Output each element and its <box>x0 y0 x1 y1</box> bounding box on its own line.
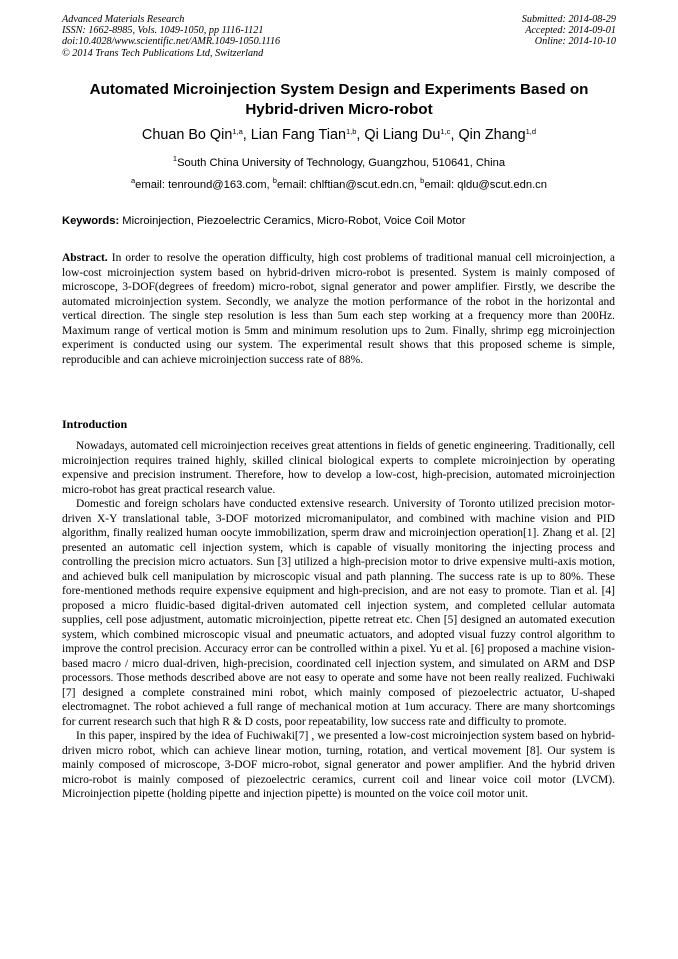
abstract-label: Abstract. <box>62 252 108 264</box>
email-text: email: qldu@scut.edn.cn <box>424 179 547 191</box>
author-affil-sup: 1,a <box>232 127 243 136</box>
author-separator: , <box>356 127 365 143</box>
author-affil-sup: 1,c <box>440 127 451 136</box>
journal-name: Advanced Materials Research <box>62 14 185 25</box>
author-name: Chuan Bo Qin <box>141 127 233 143</box>
keywords <box>62 214 622 228</box>
introduction-body <box>62 439 615 802</box>
journal-header <box>62 14 280 59</box>
abstract <box>62 251 615 367</box>
abstract-text: In order to resolve the operation difficulty, high cost problems of traditional manual cell microinjection, a low-cost microinjection system based on hybrid-driven micro-robot is presented. System is mainly composed of microscope, 3-DOF(degrees of freedom) micro-robot, signal generator and power amplifier. Firstly, we describe the automated microinjection system. Secondly, we analyze the motion performance of the robot in the horizontal and vertical direction. The single step resolution is less than 5um each step working at a frequency more than 200Hz. Maximum range of vertical motion is 5mm and minimum resolution ups to 2um. Finally, shrimp egg microinjection experiment is conducted using our system. The experimental result shows that this proposed scheme is simple, reproducible and can achieve microinjection success rate of 88%. <box>62 252 615 366</box>
author-name: Qin Zhang <box>458 127 526 143</box>
email-sup: a <box>131 176 136 185</box>
email-text: email: chlftian@scut.edn.cn, <box>276 179 421 191</box>
affiliation-text: South China University of Technology, Guangzhou, 510641, China <box>177 157 506 169</box>
intro-paragraph: In this paper, inspired by the idea of Fuchiwaki[7] , we presented a low-cost microinjection system based on hybrid-driven micro robot, which can achieve linear motion, turning, rotation, and vertical movement [8]. Our system is mainly composed of microscope, 3-DOF micro-robot, signal generator and power amplifier. And the hybrid driven micro-robot is mainly composed of piezoelectric ceramics, current coil and linear voice coil motor (LVCM). Microinjection pipette (holding pipette and injection pipette) is mounted on the voice coil motor unit. <box>62 730 615 800</box>
intro-paragraph: Domestic and foreign scholars have conducted extensive research. University of Toronto utilized precision motor-driven X-Y translational table, 3-DOF motorized micromanipulator, and combined with machine vision and PID algorithm, finally realized human oocyte immobilization, sperm draw and microinjection operation[1]. Zhang et al. [2] presented an automatic cell injection system, which is capable of visually monitoring the injecting process and controlling the precision micro actuators. Sun [3] utilized a high-precision motor to drive expensive multi-axis motion, and achieved bulk cell manipulation by microscopic visual and path planning. The success rate is up to 80%. These fore-mentioned methods require expensive equipment and high-precision, and are not easy to promote. Tian et al. [4] proposed a micro fluidic-based digital-driven automated cell injection system, and completed cellular automata supplies, cell pose adjustment, automatic microinjection, pipette retreat etc. Chen [5] designed an automated execution system, which combined microscopic visual and pneumatic actuators, and adopted visual fuzzy control algorithm to improve the control precision. Accuracy error can be controlled within a pixel. Yu et al. [6] proposed a machine vision-based macro / micro dual-driven, high-precision, coordinated cell injection system, and simulated on ARM and DSP processors. Those methods described above are not easy to operate and some have not been really realized. Fuchiwaki [7] designed a complete constrained mini robot, which mainly composed of piezoelectric actuator, U-shaped electromagnet. The robot achieved a full range of mechanical motion at 1um accuracy. There are many shortcomings for current research such that high R & D costs, poor repeatability, low success rate and difficulty to promote. <box>62 498 615 728</box>
author-name: Lian Fang Tian <box>250 127 346 143</box>
submitted-date: Submitted: 2014-08-29 <box>521 14 616 25</box>
section-heading-introduction: Introduction <box>62 417 128 431</box>
author-name: Qi Liang Du <box>364 127 441 143</box>
author-separator: , <box>450 127 459 143</box>
online-date: Online: 2014-10-10 <box>534 36 616 48</box>
author-affil-sup: 1,d <box>525 127 537 136</box>
email-list <box>40 178 638 192</box>
author-list <box>40 126 638 144</box>
accepted-date: Accepted: 2014-09-01 <box>525 25 616 37</box>
copyright-line: © 2014 Trans Tech Publications Ltd, Switzerland <box>62 47 264 59</box>
paper-title <box>62 80 616 120</box>
title-line-2: Hybrid-driven Micro-robot <box>245 101 433 118</box>
issn-line: ISSN: 1662-8985, Vols. 1049-1050, pp 1116-1121 <box>62 25 264 37</box>
author-affil-sup: 1,b <box>345 127 357 136</box>
email-sup: b <box>420 176 425 185</box>
intro-paragraph: Nowadays, automated cell microinjection receives great attentions in fields of genetic engineering. Traditionally, cell microinjection requires trained highly, skilled clinical biological experts to complete microinjection by operating expensive and precision instrument. Therefore, how to develop a low-cost, high-precision, automated microinjection micro-robot has great practical research value. <box>62 440 615 496</box>
doi-line: doi:10.4028/www.scientific.net/AMR.1049-1050.1116 <box>62 36 281 48</box>
affiliation-sup: 1 <box>172 154 178 163</box>
email-text: email: tenround@163.com, <box>135 179 273 191</box>
title-line-1: Automated Microinjection System Design and Experiments Based on <box>89 81 589 98</box>
keywords-text: Microinjection, Piezoelectric Ceramics, Micro-Robot, Voice Coil Motor <box>119 215 466 227</box>
affiliation <box>40 156 638 170</box>
dates-header <box>522 14 616 48</box>
author-separator: , <box>242 127 251 143</box>
keywords-label: Keywords: <box>62 215 120 227</box>
email-sup: b <box>272 176 277 185</box>
abstract-paragraph <box>62 251 615 367</box>
